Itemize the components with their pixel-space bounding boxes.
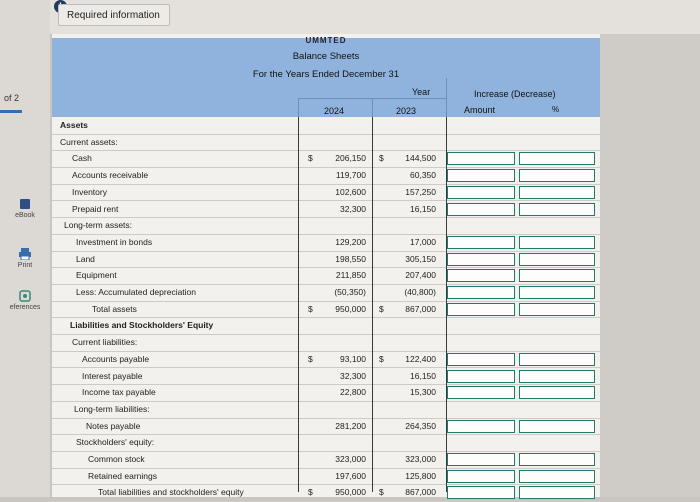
increase-amount-input[interactable]	[447, 236, 515, 249]
amount-label: Amount	[464, 105, 496, 115]
table-row	[52, 184, 600, 202]
dollar-sign-2023: $	[379, 487, 384, 498]
ebook-tool[interactable]	[0, 198, 50, 219]
row-label: Common stock	[88, 454, 145, 464]
table-row	[52, 384, 600, 402]
header-divider	[298, 98, 299, 117]
company-name: UMMTED	[305, 36, 347, 45]
row-label: Notes payable	[86, 420, 141, 431]
increase-percent-input[interactable]	[519, 152, 595, 165]
value-2024: 32,300	[340, 370, 366, 381]
increase-percent-input[interactable]	[519, 286, 595, 299]
row-label: Liabilities and Stockholders' Equity	[70, 320, 214, 331]
value-2024: 206,150	[335, 153, 366, 164]
table-row	[52, 401, 600, 419]
value-2023: 17,000	[410, 236, 436, 247]
table-row	[52, 468, 600, 486]
increase-percent-input[interactable]	[519, 186, 595, 199]
value-2023: 207,400	[405, 270, 436, 281]
row-label: Less: Accumulated depreciation	[76, 287, 197, 297]
table-row	[52, 234, 600, 252]
value-2023: 157,250	[405, 186, 436, 197]
value-2024: 32,300	[340, 203, 366, 214]
increase-percent-input[interactable]	[519, 486, 595, 499]
row-label: Retained earnings	[88, 470, 157, 481]
column-2024: 2024	[324, 106, 345, 116]
table-row	[52, 351, 600, 369]
table-row	[52, 167, 600, 185]
increase-percent-input[interactable]	[519, 370, 595, 383]
value-2024: 119,700	[335, 170, 366, 181]
row-label: Cash	[72, 153, 92, 164]
table-row	[52, 251, 600, 269]
column-divider	[372, 117, 373, 492]
table-row	[52, 451, 600, 469]
sidebar	[0, 0, 50, 497]
increase-amount-input[interactable]	[447, 486, 515, 499]
increase-amount-input[interactable]	[447, 420, 515, 433]
table-row	[52, 484, 600, 502]
row-label: Current assets:	[60, 136, 118, 147]
statement-header	[52, 38, 600, 117]
row-label: Land	[76, 253, 95, 264]
references-icon	[18, 290, 32, 302]
value-2023: 16,150	[410, 203, 436, 214]
increase-amount-input[interactable]	[447, 169, 515, 182]
value-2024: 950,000	[335, 303, 366, 314]
increase-amount-input[interactable]	[447, 303, 515, 316]
value-2024: (50,350)	[334, 287, 366, 297]
increase-decrease-label: Increase (Decrease)	[474, 89, 556, 99]
table-row	[52, 284, 600, 302]
table-row	[52, 434, 600, 452]
ebook-label: eBook	[15, 212, 35, 219]
value-2023: 867,000	[405, 487, 436, 498]
print-icon	[18, 248, 32, 260]
value-2024: 211,850	[335, 270, 366, 281]
dollar-sign-2024: $	[308, 353, 313, 364]
value-2024: 93,100	[340, 353, 366, 364]
table-row	[52, 267, 600, 285]
increase-amount-input[interactable]	[447, 453, 515, 466]
row-label: Investment in bonds	[76, 236, 153, 247]
value-2024: 102,600	[335, 186, 366, 197]
row-label: Accounts payable	[82, 353, 150, 364]
increase-amount-input[interactable]	[447, 286, 515, 299]
references-tool[interactable]	[0, 290, 50, 311]
year-label: Year	[412, 87, 431, 97]
page-progress-bar	[0, 110, 22, 113]
value-2023: 125,800	[405, 470, 436, 481]
references-label: eferences	[9, 304, 41, 311]
page-counter: of 2	[4, 93, 20, 103]
row-label: Total liabilities and stockholders' equity	[98, 487, 244, 498]
value-2023: 867,000	[405, 303, 436, 314]
increase-percent-input[interactable]	[519, 386, 595, 399]
tab-required-information[interactable]: Required information	[58, 4, 170, 26]
table-row	[52, 150, 600, 168]
increase-percent-input[interactable]	[519, 269, 595, 282]
increase-percent-input[interactable]	[519, 203, 595, 216]
increase-amount-input[interactable]	[447, 386, 515, 399]
value-2023: 122,400	[405, 353, 436, 364]
row-label: Long-term liabilities:	[74, 403, 150, 414]
increase-amount-input[interactable]	[447, 470, 515, 483]
column-divider	[298, 117, 299, 492]
value-2024: 198,550	[335, 253, 366, 264]
increase-percent-input[interactable]	[519, 453, 595, 466]
increase-percent-input[interactable]	[519, 303, 595, 316]
increase-percent-input[interactable]	[519, 420, 595, 433]
increase-amount-input[interactable]	[447, 186, 515, 199]
table-row	[52, 201, 600, 219]
increase-amount-input[interactable]	[447, 152, 515, 165]
value-2023: 60,350	[410, 170, 436, 181]
background-right	[600, 0, 700, 497]
table-row	[52, 134, 600, 152]
increase-amount-input[interactable]	[447, 253, 515, 266]
value-2024: 197,600	[335, 470, 366, 481]
increase-percent-input[interactable]	[519, 236, 595, 249]
percent-label: %	[552, 105, 560, 114]
increase-percent-input[interactable]	[519, 169, 595, 182]
row-label: Assets	[60, 120, 88, 130]
dollar-sign-2024: $	[308, 153, 313, 164]
value-2024: 281,200	[335, 420, 366, 431]
row-label: Inventory	[72, 186, 107, 197]
row-label: Prepaid rent	[72, 203, 119, 214]
header-divider	[446, 78, 447, 117]
increase-amount-input[interactable]	[447, 269, 515, 282]
value-2023: 16,150	[410, 370, 436, 381]
dollar-sign-2023: $	[379, 153, 384, 164]
value-2024: 22,800	[340, 387, 366, 398]
value-2023: 264,350	[405, 420, 436, 431]
value-2024: 129,200	[335, 236, 366, 247]
increase-percent-input[interactable]	[519, 470, 595, 483]
table-row	[52, 368, 600, 386]
book-icon	[18, 198, 32, 210]
print-tool[interactable]	[0, 248, 50, 269]
row-label: Stockholders' equity:	[76, 437, 155, 448]
row-label: Interest payable	[82, 370, 143, 381]
row-label: Total assets	[92, 303, 137, 314]
value-2024: 950,000	[335, 487, 366, 498]
header-divider	[372, 98, 373, 117]
statement-subtitle: For the Years Ended December 31	[252, 69, 400, 80]
row-label: Current liabilities:	[72, 337, 138, 348]
value-2023: 15,300	[410, 387, 436, 398]
value-2024: 323,000	[335, 454, 366, 464]
value-2023: (40,800)	[404, 287, 436, 297]
statement-title: Balance Sheets	[292, 51, 360, 62]
increase-amount-input[interactable]	[447, 370, 515, 383]
print-label: Print	[17, 262, 33, 269]
increase-percent-input[interactable]	[519, 253, 595, 266]
value-2023: 305,150	[405, 253, 436, 264]
value-2023: 144,500	[405, 153, 436, 164]
dollar-sign-2024: $	[308, 487, 313, 498]
increase-amount-input[interactable]	[447, 353, 515, 366]
row-label: Accounts receivable	[72, 170, 149, 181]
dollar-sign-2023: $	[379, 353, 384, 364]
table-row	[52, 117, 600, 135]
column-divider	[446, 117, 447, 492]
column-2023: 2023	[396, 106, 417, 116]
table-row	[52, 418, 600, 436]
row-label: Long-term assets:	[64, 220, 133, 231]
dollar-sign-2024: $	[308, 303, 313, 314]
increase-amount-input[interactable]	[447, 203, 515, 216]
table-row	[52, 301, 600, 319]
value-2023: 323,000	[405, 454, 436, 464]
table-row	[52, 334, 600, 352]
table-row	[52, 317, 600, 335]
row-label: Income tax payable	[82, 387, 156, 398]
table-row	[52, 217, 600, 235]
dollar-sign-2023: $	[379, 303, 384, 314]
increase-percent-input[interactable]	[519, 353, 595, 366]
row-label: Equipment	[76, 270, 117, 281]
